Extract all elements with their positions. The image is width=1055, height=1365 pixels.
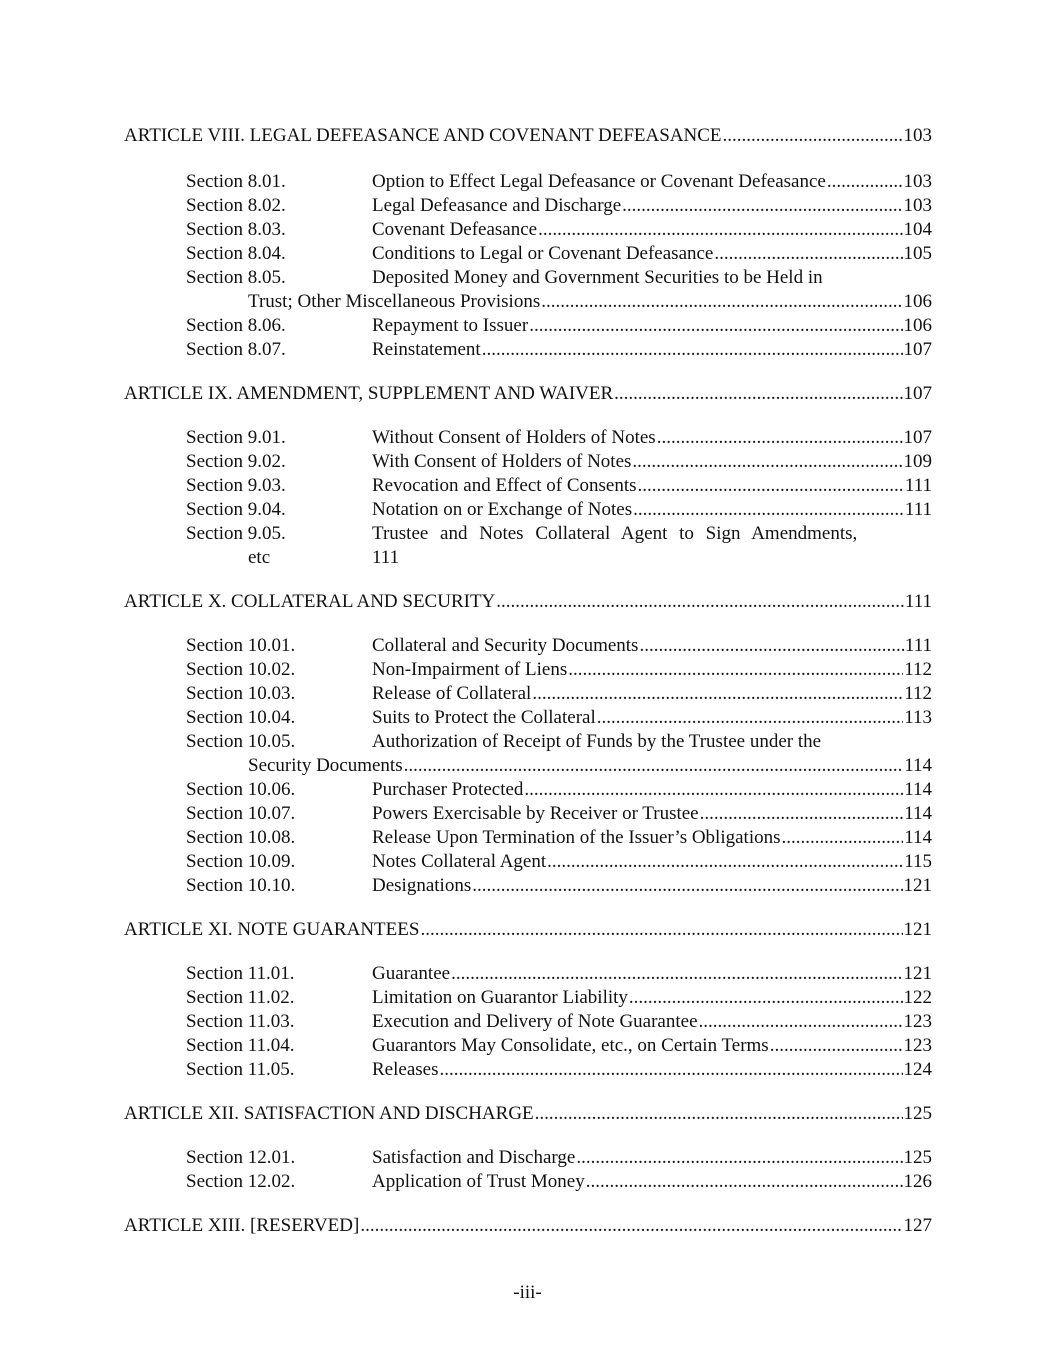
article-title: ARTICLE XI. NOTE GUARANTEES	[124, 919, 420, 940]
page-number: 105	[903, 243, 932, 264]
toc-section-10-07	[124, 802, 932, 826]
section-number: Section 10.05.	[186, 731, 296, 752]
page-number: 103	[903, 171, 932, 192]
page-number: 114	[904, 803, 932, 824]
toc-section-8-03	[124, 218, 932, 242]
section-number: Section 8.07.	[186, 339, 286, 360]
section-title: With Consent of Holders of Notes	[372, 451, 632, 472]
section-number: Section 11.05.	[186, 1059, 295, 1080]
page-number: 121	[903, 875, 932, 896]
page-number: 113	[904, 707, 932, 728]
toc-section-8-06	[124, 314, 932, 338]
toc-section-9-01	[124, 426, 932, 450]
section-title: Limitation on Guarantor Liability	[372, 987, 628, 1008]
page-number: 114	[904, 755, 932, 776]
section-number: Section 8.04.	[186, 243, 286, 264]
section-number: Section 10.01.	[186, 635, 296, 656]
toc-section-10-05	[124, 730, 932, 754]
page-number: 107	[903, 383, 932, 404]
article-title: ARTICLE VIII. LEGAL DEFEASANCE AND COVENANT DEFEASANCE	[124, 125, 722, 146]
page-number: 103	[903, 195, 932, 216]
toc-section-12-01	[124, 1146, 932, 1170]
toc-section-10-09	[124, 850, 932, 874]
section-title: Purchaser Protected	[372, 779, 524, 800]
toc-section-12-02	[124, 1170, 932, 1194]
section-title: Satisfaction and Discharge	[372, 1147, 576, 1168]
section-title: Without Consent of Holders of Notes	[372, 427, 656, 448]
section-title: Deposited Money and Government Securities to be Held in	[372, 267, 823, 288]
article-title: ARTICLE XIII. [RESERVED]	[124, 1215, 360, 1236]
toc-section-10-06	[124, 778, 932, 802]
toc-section-8-02	[124, 194, 932, 218]
page-number: 124	[903, 1059, 932, 1080]
page-number: 109	[903, 451, 932, 472]
toc-article-11	[124, 918, 932, 942]
section-number: Section 10.09.	[186, 851, 296, 872]
section-number: Section 8.01.	[186, 171, 286, 192]
section-title-continued: etc	[248, 547, 271, 568]
section-title: Conditions to Legal or Covenant Defeasance	[372, 243, 714, 264]
section-title: Powers Exercisable by Receiver or Trustee	[372, 803, 699, 824]
toc-section-8-07	[124, 338, 932, 362]
section-title: Application of Trust Money	[372, 1171, 585, 1192]
section-title: Revocation and Effect of Consents	[372, 475, 637, 496]
page-number: 112	[904, 659, 932, 680]
page-number: 104	[903, 219, 932, 240]
section-number: Section 10.03.	[186, 683, 296, 704]
section-number: Section 10.04.	[186, 707, 296, 728]
section-title: Notation on or Exchange of Notes	[372, 499, 633, 520]
section-title: Repayment to Issuer	[372, 315, 529, 336]
page-number: 114	[904, 827, 932, 848]
page-number: 111	[904, 499, 932, 520]
page-number: 121	[903, 963, 932, 984]
section-title: Authorization of Receipt of Funds by the Trustee under the	[372, 731, 822, 752]
toc-section-10-10	[124, 874, 932, 898]
section-title-continued: Security Documents	[248, 755, 403, 776]
toc-section-11-03	[124, 1010, 932, 1034]
toc-article-9	[124, 382, 932, 406]
toc-article-10	[124, 590, 932, 614]
section-title: Releases	[372, 1059, 439, 1080]
page-number: 111	[372, 547, 400, 568]
toc-section-9-05	[124, 522, 932, 546]
toc-section-10-04	[124, 706, 932, 730]
article-title: ARTICLE XII. SATISFACTION AND DISCHARGE	[124, 1103, 534, 1124]
toc-section-9-02	[124, 450, 932, 474]
toc-section-8-05-continued	[124, 290, 932, 314]
section-number: Section 9.03.	[186, 475, 286, 496]
section-title: Legal Defeasance and Discharge	[372, 195, 622, 216]
page-number: 114	[904, 779, 932, 800]
toc-section-10-03	[124, 682, 932, 706]
section-number: Section 10.08.	[186, 827, 296, 848]
page-number: 122	[903, 987, 932, 1008]
section-title: Reinstatement	[372, 339, 481, 360]
page-number: 106	[903, 315, 932, 336]
section-title: Execution and Delivery of Note Guarantee	[372, 1011, 698, 1032]
section-title: Notes Collateral Agent	[372, 851, 547, 872]
page-number: 106	[903, 291, 932, 312]
section-title: Suits to Protect the Collateral	[372, 707, 596, 728]
section-number: Section 11.01.	[186, 963, 295, 984]
page-number: 126	[903, 1171, 932, 1192]
section-number: Section 11.04.	[186, 1035, 295, 1056]
toc-section-10-05-continued	[124, 754, 932, 778]
toc-section-11-02	[124, 986, 932, 1010]
section-number: Section 11.03.	[186, 1011, 295, 1032]
section-number: Section 12.01.	[186, 1147, 296, 1168]
article-title: ARTICLE IX. AMENDMENT, SUPPLEMENT AND WAIVER	[124, 383, 614, 404]
toc-section-10-01	[124, 634, 932, 658]
toc-section-10-02	[124, 658, 932, 682]
page-number: 125	[903, 1103, 932, 1124]
section-number: Section 12.02.	[186, 1171, 296, 1192]
section-title: Release Upon Termination of the Issuer’s Obligations	[372, 827, 781, 848]
toc-section-9-04	[124, 498, 932, 522]
section-title: Designations	[372, 875, 472, 896]
toc-section-9-05-continued	[124, 546, 932, 570]
section-title: Guarantee	[372, 963, 451, 984]
section-title: Release of Collateral	[372, 683, 532, 704]
page-number: 115	[904, 851, 932, 872]
section-number: Section 10.10.	[186, 875, 296, 896]
section-number: Section 8.03.	[186, 219, 286, 240]
section-title: Covenant Defeasance	[372, 219, 538, 240]
toc-section-8-01	[124, 170, 932, 194]
section-title-continued: Trust; Other Miscellaneous Provisions	[248, 291, 541, 312]
section-title: Trustee and Notes Collateral Agent to Sign Amendments,	[372, 523, 858, 544]
page-number: 127	[903, 1215, 932, 1236]
page-number: 111	[904, 591, 932, 612]
page-number: 125	[903, 1147, 932, 1168]
toc-article-8	[124, 124, 932, 148]
article-title: ARTICLE X. COLLATERAL AND SECURITY	[124, 591, 496, 612]
toc-section-11-05	[124, 1058, 932, 1082]
toc-section-11-04	[124, 1034, 932, 1058]
section-number: Section 9.01.	[186, 427, 286, 448]
section-number: Section 8.02.	[186, 195, 286, 216]
page-number: 123	[903, 1035, 932, 1056]
section-title: Guarantors May Consolidate, etc., on Certain Terms	[372, 1035, 769, 1056]
page-number: 107	[903, 427, 932, 448]
toc-section-8-05	[124, 266, 932, 290]
section-number: Section 9.04.	[186, 499, 286, 520]
toc-section-9-03	[124, 474, 932, 498]
toc-article-12	[124, 1102, 932, 1126]
section-number: Section 10.02.	[186, 659, 296, 680]
page-number: 107	[903, 339, 932, 360]
page-number: 112	[904, 683, 932, 704]
toc-section-10-08	[124, 826, 932, 850]
page-number: 111	[904, 475, 932, 496]
section-number: Section 10.06.	[186, 779, 296, 800]
page-number: 123	[903, 1011, 932, 1032]
page-number: 111	[904, 635, 932, 656]
section-number: Section 8.06.	[186, 315, 286, 336]
toc-section-8-04	[124, 242, 932, 266]
section-number: Section 11.02.	[186, 987, 295, 1008]
toc-section-11-01	[124, 962, 932, 986]
section-title: Collateral and Security Documents	[372, 635, 639, 656]
page-number: 103	[903, 125, 932, 146]
toc-article-13	[124, 1214, 932, 1238]
section-title: Non-Impairment of Liens	[372, 659, 568, 680]
section-title: Option to Effect Legal Defeasance or Covenant Defeasance	[372, 171, 826, 192]
section-number: Section 10.07.	[186, 803, 296, 824]
page-footer-number: -iii-	[513, 1282, 542, 1303]
page-number: 121	[903, 919, 932, 940]
section-number: Section 9.02.	[186, 451, 286, 472]
section-number: Section 9.05.	[186, 523, 286, 544]
section-number: Section 8.05.	[186, 267, 286, 288]
